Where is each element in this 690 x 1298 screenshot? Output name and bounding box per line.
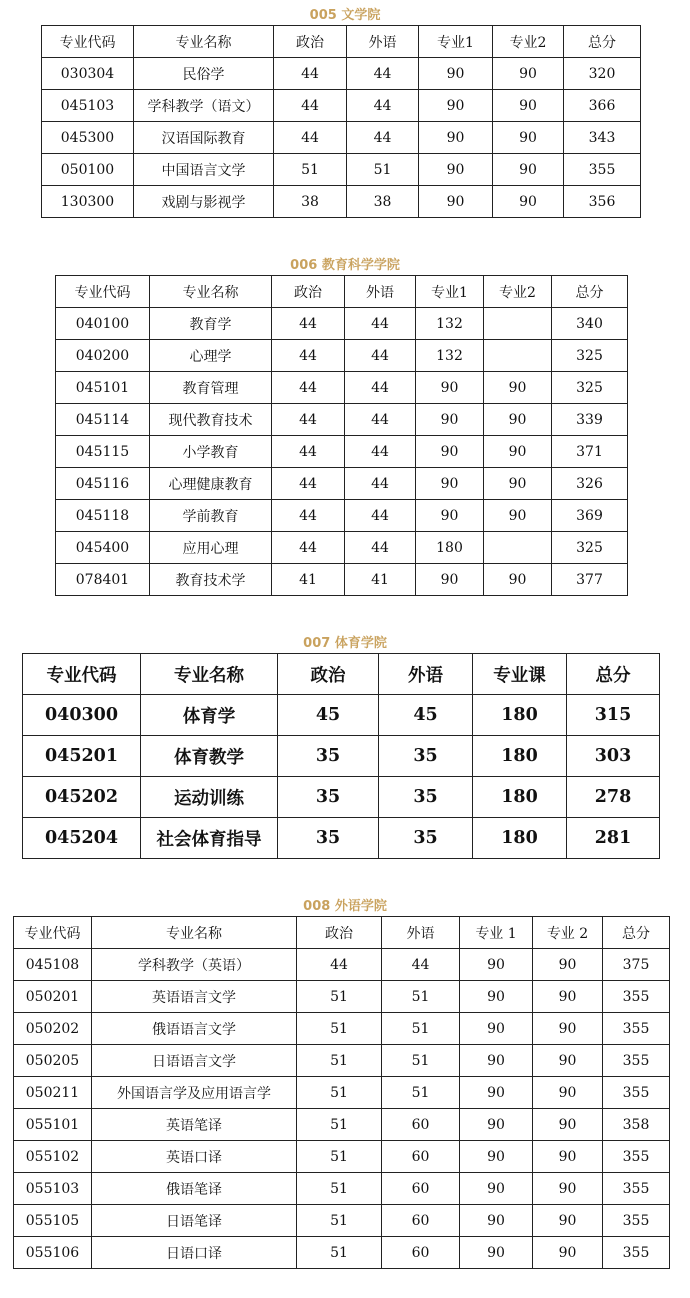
- table-cell: 90: [533, 1237, 603, 1269]
- table-cell: 045202: [23, 777, 141, 818]
- table-cell: 51: [297, 1141, 382, 1173]
- table-cell: 90: [493, 186, 564, 218]
- table-cell: 44: [272, 532, 345, 564]
- table-cell: [484, 532, 552, 564]
- table-cell: 278: [567, 777, 660, 818]
- table-row: [14, 949, 670, 981]
- table-cell: 90: [533, 1109, 603, 1141]
- table-cell: 045103: [42, 90, 134, 122]
- table-cell: 040300: [23, 695, 141, 736]
- table-cell: 38: [274, 186, 347, 218]
- table-cell: 303: [567, 736, 660, 777]
- table-cell: 055105: [14, 1205, 92, 1237]
- table-cell: 90: [484, 500, 552, 532]
- table-cell: 90: [493, 122, 564, 154]
- table-row: [56, 372, 628, 404]
- score-table: [55, 275, 628, 596]
- table-cell: 90: [460, 1077, 533, 1109]
- table-cell: 90: [493, 58, 564, 90]
- table-cell: [484, 308, 552, 340]
- table-cell: 44: [347, 58, 419, 90]
- table-cell: 41: [272, 564, 345, 596]
- table-cell: 132: [416, 308, 484, 340]
- table-row: [56, 564, 628, 596]
- table-cell: 51: [297, 1205, 382, 1237]
- column-header: 总分: [552, 276, 628, 308]
- table-cell: 90: [419, 58, 493, 90]
- table-cell: 90: [460, 981, 533, 1013]
- score-table: [22, 653, 660, 859]
- table-cell: 355: [564, 154, 641, 186]
- table-row: [23, 736, 660, 777]
- table-cell: 51: [297, 1077, 382, 1109]
- table-row: [14, 1077, 670, 1109]
- table-cell: 现代教育技术: [150, 404, 272, 436]
- table-cell: 055103: [14, 1173, 92, 1205]
- table-cell: 90: [533, 1045, 603, 1077]
- column-header: 专业2: [484, 276, 552, 308]
- column-header: 政治: [278, 654, 379, 695]
- table-cell: 44: [345, 308, 416, 340]
- table-row: [42, 186, 641, 218]
- table-cell: 44: [345, 340, 416, 372]
- table-cell: 90: [533, 1077, 603, 1109]
- table-cell: 90: [419, 122, 493, 154]
- table-cell: 90: [460, 1173, 533, 1205]
- table-cell: 51: [297, 1045, 382, 1077]
- table-cell: 355: [603, 1045, 670, 1077]
- section-title: 008 外语学院: [303, 899, 387, 914]
- table-row: [23, 818, 660, 859]
- table-cell: [484, 340, 552, 372]
- table-cell: 90: [416, 564, 484, 596]
- table-cell: 050202: [14, 1013, 92, 1045]
- table-cell: 35: [379, 736, 473, 777]
- table-header-row: [23, 654, 660, 695]
- table-cell: 050211: [14, 1077, 92, 1109]
- table-cell: 运动训练: [141, 777, 278, 818]
- table-cell: 90: [484, 468, 552, 500]
- table-cell: 132: [416, 340, 484, 372]
- table-cell: 90: [493, 90, 564, 122]
- table-cell: 英语语言文学: [92, 981, 297, 1013]
- table-cell: 045108: [14, 949, 92, 981]
- table-cell: 60: [382, 1173, 460, 1205]
- table-row: [14, 1205, 670, 1237]
- table-cell: 51: [297, 1013, 382, 1045]
- score-table: [41, 25, 641, 218]
- table-cell: 学科教学（语文）: [134, 90, 274, 122]
- table-cell: 375: [603, 949, 670, 981]
- table-cell: 学前教育: [150, 500, 272, 532]
- table-cell: 90: [419, 154, 493, 186]
- table-cell: 51: [382, 1077, 460, 1109]
- table-cell: 355: [603, 1141, 670, 1173]
- table-cell: 44: [272, 436, 345, 468]
- column-header: 专业 2: [533, 917, 603, 949]
- table-cell: 35: [379, 818, 473, 859]
- column-header: 专业代码: [42, 26, 134, 58]
- table-row: [42, 122, 641, 154]
- table-cell: 教育管理: [150, 372, 272, 404]
- table-cell: 045114: [56, 404, 150, 436]
- column-header: 政治: [274, 26, 347, 58]
- table-cell: 90: [484, 436, 552, 468]
- table-cell: 日语语言文学: [92, 1045, 297, 1077]
- column-header: 专业名称: [141, 654, 278, 695]
- table-cell: 90: [416, 500, 484, 532]
- table-cell: 355: [603, 981, 670, 1013]
- table-cell: 180: [473, 818, 567, 859]
- table-cell: 356: [564, 186, 641, 218]
- table-cell: 343: [564, 122, 641, 154]
- table-row: [23, 695, 660, 736]
- table-cell: 90: [533, 949, 603, 981]
- table-cell: 44: [274, 58, 347, 90]
- table-cell: 教育技术学: [150, 564, 272, 596]
- table-cell: 366: [564, 90, 641, 122]
- table-cell: 90: [533, 981, 603, 1013]
- table-cell: 小学教育: [150, 436, 272, 468]
- column-header: 政治: [272, 276, 345, 308]
- table-cell: 325: [552, 372, 628, 404]
- table-cell: 90: [416, 372, 484, 404]
- table-cell: 90: [533, 1141, 603, 1173]
- table-cell: 体育学: [141, 695, 278, 736]
- table-cell: 90: [493, 154, 564, 186]
- table-cell: 51: [297, 1173, 382, 1205]
- table-row: [14, 1237, 670, 1269]
- table-cell: 180: [473, 695, 567, 736]
- table-cell: 355: [603, 1013, 670, 1045]
- table-cell: 44: [345, 500, 416, 532]
- column-header: 总分: [564, 26, 641, 58]
- table-cell: 045118: [56, 500, 150, 532]
- column-header: 专业名称: [92, 917, 297, 949]
- table-cell: 045115: [56, 436, 150, 468]
- column-header: 专业名称: [150, 276, 272, 308]
- table-cell: 60: [382, 1237, 460, 1269]
- table-cell: 44: [345, 436, 416, 468]
- table-cell: 51: [297, 1109, 382, 1141]
- table-cell: 90: [533, 1205, 603, 1237]
- table-cell: 055102: [14, 1141, 92, 1173]
- table-cell: 045116: [56, 468, 150, 500]
- table-cell: 学科教学（英语）: [92, 949, 297, 981]
- table-cell: 60: [382, 1141, 460, 1173]
- column-header: 专业2: [493, 26, 564, 58]
- table-cell: 戏剧与影视学: [134, 186, 274, 218]
- table-cell: 355: [603, 1205, 670, 1237]
- table-cell: 51: [297, 1237, 382, 1269]
- column-header: 专业1: [419, 26, 493, 58]
- column-header: 专业代码: [14, 917, 92, 949]
- column-header: 总分: [567, 654, 660, 695]
- table-cell: 汉语国际教育: [134, 122, 274, 154]
- table-cell: 90: [484, 404, 552, 436]
- table-cell: 44: [272, 404, 345, 436]
- table-cell: 045101: [56, 372, 150, 404]
- table-cell: 180: [473, 777, 567, 818]
- table-cell: 030304: [42, 58, 134, 90]
- table-row: [56, 532, 628, 564]
- table-cell: 应用心理: [150, 532, 272, 564]
- table-cell: 教育学: [150, 308, 272, 340]
- table-row: [56, 340, 628, 372]
- table-cell: 41: [345, 564, 416, 596]
- table-header-row: [14, 917, 670, 949]
- table-cell: 90: [460, 1013, 533, 1045]
- table-cell: 377: [552, 564, 628, 596]
- table-cell: 90: [460, 1237, 533, 1269]
- table-cell: 44: [347, 122, 419, 154]
- table-cell: 355: [603, 1173, 670, 1205]
- table-cell: 90: [416, 468, 484, 500]
- table-cell: 英语笔译: [92, 1109, 297, 1141]
- table-cell: 369: [552, 500, 628, 532]
- table-cell: 90: [533, 1173, 603, 1205]
- table-cell: 俄语笔译: [92, 1173, 297, 1205]
- table-row: [56, 404, 628, 436]
- table-cell: 35: [278, 818, 379, 859]
- table-cell: 35: [278, 777, 379, 818]
- table-cell: 38: [347, 186, 419, 218]
- table-cell: 44: [272, 308, 345, 340]
- table-cell: 俄语语言文学: [92, 1013, 297, 1045]
- column-header: 外语: [379, 654, 473, 695]
- table-cell: 90: [484, 372, 552, 404]
- table-cell: 英语口译: [92, 1141, 297, 1173]
- table-cell: 心理学: [150, 340, 272, 372]
- table-cell: 90: [419, 90, 493, 122]
- table-cell: 078401: [56, 564, 150, 596]
- table-cell: 44: [272, 500, 345, 532]
- table-cell: 35: [278, 736, 379, 777]
- table-header-row: [56, 276, 628, 308]
- table-cell: 055106: [14, 1237, 92, 1269]
- table-cell: 371: [552, 436, 628, 468]
- table-cell: 社会体育指导: [141, 818, 278, 859]
- table-row: [56, 436, 628, 468]
- table-cell: 325: [552, 340, 628, 372]
- table-cell: 90: [416, 436, 484, 468]
- table-cell: 90: [460, 1141, 533, 1173]
- table-cell: 45: [278, 695, 379, 736]
- table-row: [14, 1109, 670, 1141]
- table-cell: 358: [603, 1109, 670, 1141]
- table-row: [14, 1013, 670, 1045]
- table-row: [42, 90, 641, 122]
- table-cell: 44: [345, 372, 416, 404]
- table-cell: 民俗学: [134, 58, 274, 90]
- table-cell: 45: [379, 695, 473, 736]
- table-header-row: [42, 26, 641, 58]
- table-cell: 51: [274, 154, 347, 186]
- table-row: [14, 1045, 670, 1077]
- table-cell: 44: [272, 468, 345, 500]
- column-header: 专业课: [473, 654, 567, 695]
- table-cell: 325: [552, 532, 628, 564]
- table-cell: 045204: [23, 818, 141, 859]
- table-cell: 90: [484, 564, 552, 596]
- table-cell: 281: [567, 818, 660, 859]
- table-cell: 51: [347, 154, 419, 186]
- table-cell: 44: [345, 532, 416, 564]
- table-row: [14, 981, 670, 1013]
- table-cell: 90: [533, 1013, 603, 1045]
- table-cell: 44: [297, 949, 382, 981]
- column-header: 总分: [603, 917, 670, 949]
- table-cell: 44: [345, 404, 416, 436]
- table-row: [56, 308, 628, 340]
- column-header: 外语: [347, 26, 419, 58]
- table-cell: 050201: [14, 981, 92, 1013]
- table-cell: 51: [297, 981, 382, 1013]
- table-cell: 44: [274, 122, 347, 154]
- table-cell: 90: [460, 1205, 533, 1237]
- table-cell: 60: [382, 1109, 460, 1141]
- table-cell: 44: [272, 340, 345, 372]
- table-cell: 180: [473, 736, 567, 777]
- section-title: 005 文学院: [309, 8, 381, 23]
- column-header: 专业代码: [56, 276, 150, 308]
- section-title: 007 体育学院: [303, 636, 387, 651]
- table-cell: 340: [552, 308, 628, 340]
- table-row: [14, 1173, 670, 1205]
- table-cell: 045400: [56, 532, 150, 564]
- column-header: 专业名称: [134, 26, 274, 58]
- table-cell: 90: [460, 1045, 533, 1077]
- table-cell: 心理健康教育: [150, 468, 272, 500]
- table-row: [56, 500, 628, 532]
- table-cell: 51: [382, 1013, 460, 1045]
- table-cell: 050100: [42, 154, 134, 186]
- table-cell: 315: [567, 695, 660, 736]
- table-cell: 44: [274, 90, 347, 122]
- table-cell: 055101: [14, 1109, 92, 1141]
- table-cell: 51: [382, 981, 460, 1013]
- table-cell: 040200: [56, 340, 150, 372]
- table-row: [23, 777, 660, 818]
- table-cell: 中国语言文学: [134, 154, 274, 186]
- column-header: 政治: [297, 917, 382, 949]
- table-row: [14, 1141, 670, 1173]
- table-row: [56, 468, 628, 500]
- table-cell: 130300: [42, 186, 134, 218]
- table-cell: 90: [419, 186, 493, 218]
- table-cell: 339: [552, 404, 628, 436]
- table-cell: 90: [460, 1109, 533, 1141]
- table-cell: 51: [382, 1045, 460, 1077]
- table-cell: 90: [460, 949, 533, 981]
- column-header: 专业 1: [460, 917, 533, 949]
- table-cell: 326: [552, 468, 628, 500]
- table-cell: 35: [379, 777, 473, 818]
- table-cell: 日语笔译: [92, 1205, 297, 1237]
- table-cell: 050205: [14, 1045, 92, 1077]
- table-cell: 44: [347, 90, 419, 122]
- table-cell: 体育教学: [141, 736, 278, 777]
- column-header: 外语: [382, 917, 460, 949]
- table-cell: 44: [382, 949, 460, 981]
- table-cell: 320: [564, 58, 641, 90]
- score-table: [13, 916, 670, 1269]
- table-cell: 045300: [42, 122, 134, 154]
- table-cell: 355: [603, 1077, 670, 1109]
- table-cell: 60: [382, 1205, 460, 1237]
- table-cell: 90: [416, 404, 484, 436]
- table-cell: 外国语言学及应用语言学: [92, 1077, 297, 1109]
- table-cell: 日语口译: [92, 1237, 297, 1269]
- table-row: [42, 154, 641, 186]
- table-cell: 040100: [56, 308, 150, 340]
- table-row: [42, 58, 641, 90]
- section-title: 006 教育科学学院: [290, 258, 400, 273]
- table-cell: 355: [603, 1237, 670, 1269]
- table-cell: 44: [345, 468, 416, 500]
- column-header: 专业代码: [23, 654, 141, 695]
- table-cell: 180: [416, 532, 484, 564]
- column-header: 外语: [345, 276, 416, 308]
- table-cell: 44: [272, 372, 345, 404]
- table-cell: 045201: [23, 736, 141, 777]
- column-header: 专业1: [416, 276, 484, 308]
